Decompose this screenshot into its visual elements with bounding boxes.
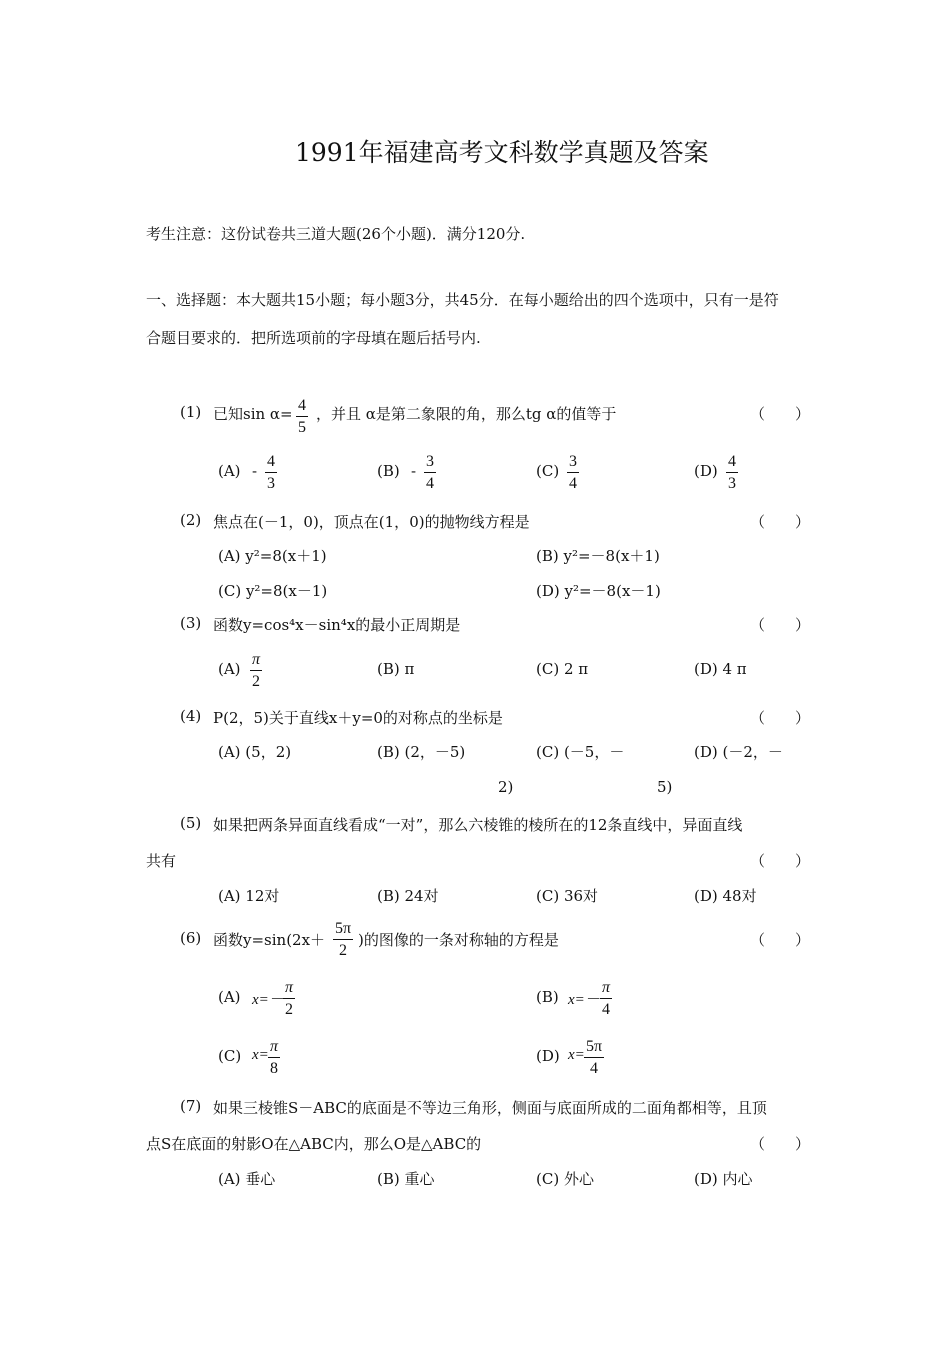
q7-stem-line1: 如果三棱锥S－ABC的底面是不等边三角形，侧面与底面所成的二面角都相等，且顶 [213, 1099, 767, 1117]
q6-number: (6) [180, 929, 202, 947]
q6-option-b-fraction: π 4 [602, 979, 611, 1018]
q2-number: (2) [180, 511, 202, 529]
q7-number: (7) [180, 1097, 202, 1115]
q3-option-a-label: (A) [218, 660, 241, 678]
q5-option-a: (A) 12对 [218, 887, 280, 905]
q5-stem-line2: 共有 [146, 852, 177, 870]
q6-option-a-fraction: π 2 [285, 979, 294, 1018]
q7-stem-line2: 点S在底面的射影O在△ABC内，那么O是△ABC的 [146, 1135, 482, 1153]
q6-option-c-label: (C) [218, 1047, 242, 1065]
q6-option-c-lhs: x= [252, 1047, 269, 1063]
q6-option-a-label: (A) [218, 988, 241, 1006]
section1-line1: 一、选择题：本大题共15小题；每小题3分，共45分．在每小题给出的四个选项中，只有一是符 [146, 291, 779, 309]
q7-option-b: (B) 重心 [377, 1170, 435, 1188]
q2-option-d: (D) y²=－8(x－1) [536, 582, 661, 600]
q6-option-d-lhs: x= [568, 1047, 585, 1063]
q4-option-c-continued: 2) [498, 778, 514, 796]
q7-option-c: (C) 外心 [536, 1170, 594, 1188]
q5-option-b: (B) 24对 [377, 887, 439, 905]
q5-option-d: (D) 48对 [694, 887, 757, 905]
q3-number: (3) [180, 614, 202, 632]
q1-number: (1) [180, 403, 202, 421]
q6-option-c-fraction: π 8 [270, 1038, 279, 1077]
q6-option-b-label: (B) [536, 988, 559, 1006]
q1-option-a-fraction: 4 3 [267, 453, 275, 492]
q1-stem-post: ，并且 α是第二象限的角，那么tg α的值等于 [316, 405, 617, 423]
section1-line2: 合题目要求的．把所选项前的字母填在题后括号内. [146, 329, 481, 347]
q2-option-b: (B) y²=－8(x＋1) [536, 547, 660, 565]
q3-answer-bracket: （ ） [750, 616, 811, 634]
q4-option-c: (C) (－5，－ [536, 743, 625, 761]
page-title: 1991年福建高考文科数学真题及答案 [295, 138, 709, 167]
q1-option-d-fraction: 4 3 [728, 453, 736, 492]
q2-stem: 焦点在(－1，0)，顶点在(1，0)的抛物线方程是 [213, 513, 530, 531]
q5-stem-line1: 如果把两条异面直线看成“一对”，那么六棱锥的棱所在的12条直线中，异面直线 [213, 816, 743, 834]
q1-option-c-fraction: 3 4 [569, 453, 577, 492]
q2-answer-bracket: （ ） [750, 513, 811, 531]
q6-option-d-label: (D) [536, 1047, 560, 1065]
q1-option-b-sign: - [411, 462, 417, 480]
q4-answer-bracket: （ ） [750, 709, 811, 727]
q1-option-b-fraction: 3 4 [426, 453, 434, 492]
q1-option-d-label: (D) [694, 462, 718, 480]
q7-option-a: (A) 垂心 [218, 1170, 276, 1188]
q6-option-d-fraction: 5π 4 [586, 1038, 603, 1077]
q4-number: (4) [180, 707, 202, 725]
q6-option-a-lhs: x=－ [252, 992, 284, 1008]
q3-option-d: (D) 4 π [694, 660, 747, 678]
q1-stem-fraction: 4 5 [298, 397, 306, 436]
q2-option-c: (C) y²=8(x－1) [218, 582, 328, 600]
q6-stem-fraction: 5π 2 [335, 920, 352, 959]
q4-option-d: (D) (－2，－ [694, 743, 783, 761]
q1-option-a-label: (A) [218, 462, 241, 480]
q1-option-c-label: (C) [536, 462, 560, 480]
q3-stem: 函数y=cos⁴x－sin⁴x的最小正周期是 [213, 616, 461, 634]
q7-answer-bracket: （ ） [750, 1135, 811, 1153]
q1-stem-pre: 已知sin α= [213, 405, 293, 423]
q6-stem-pre: 函数y=sin(2x＋ [213, 931, 326, 949]
q2-option-a: (A) y²=8(x＋1) [218, 547, 327, 565]
q5-number: (5) [180, 814, 202, 832]
q5-option-c: (C) 36对 [536, 887, 599, 905]
q6-stem-post: )的图像的一条对称轴的方程是 [358, 931, 559, 949]
q6-option-b-lhs: x=－ [568, 992, 600, 1008]
q1-answer-bracket: （ ） [750, 405, 811, 423]
q7-option-d: (D) 内心 [694, 1170, 753, 1188]
q4-option-a: (A) (5，2) [218, 743, 292, 761]
q1-option-b-label: (B) [377, 462, 400, 480]
q4-stem: P(2，5)关于直线x＋y=0的对称点的坐标是 [213, 709, 503, 727]
q5-answer-bracket: （ ） [750, 852, 811, 870]
q3-option-b: (B) π [377, 660, 415, 678]
q3-option-c: (C) 2 π [536, 660, 589, 678]
q3-option-a-fraction: π 2 [252, 651, 261, 690]
q6-answer-bracket: （ ） [750, 931, 811, 949]
q4-option-d-continued: 5) [657, 778, 673, 796]
exam-notice: 考生注意：这份试卷共三道大题(26个小题)．满分120分. [146, 225, 526, 243]
q1-option-a-sign: - [252, 462, 258, 480]
q4-option-b: (B) (2，－5) [377, 743, 466, 761]
